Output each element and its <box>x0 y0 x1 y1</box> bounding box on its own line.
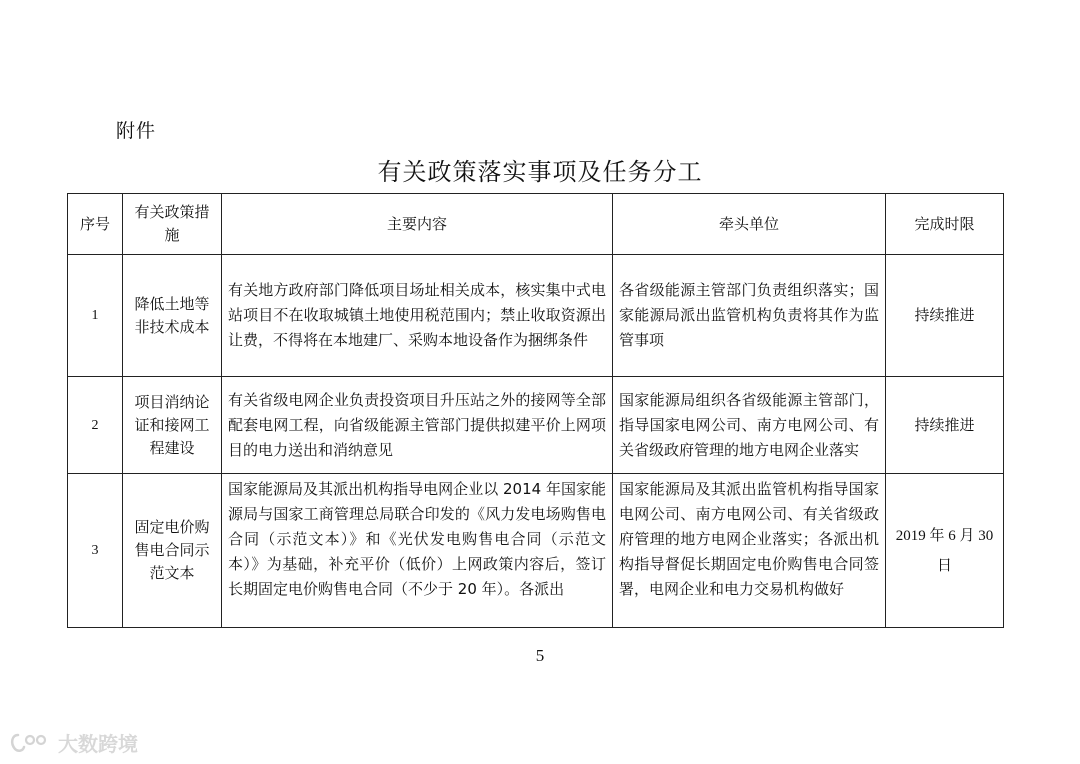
cell-deadline: 持续推进 <box>886 377 1004 474</box>
header-seq: 序号 <box>68 194 123 255</box>
header-lead-unit: 牵头单位 <box>613 194 886 255</box>
attachment-label: 附件 <box>116 120 157 142</box>
watermark <box>8 728 138 757</box>
cell-content: 有关省级电网企业负责投资项目升压站之外的接网等全部配套电网工程，向省级能源主管部门提供拟建平价上网项目的电力送出和消纳意见 <box>222 377 613 474</box>
page-title: 有关政策落实事项及任务分工 <box>377 158 703 186</box>
cell-seq: 1 <box>68 255 123 377</box>
table-row <box>68 255 1004 377</box>
table-header-row <box>68 194 1004 255</box>
cell-measure: 项目消纳论证和接网工程建设 <box>123 377 222 474</box>
header-measure: 有关政策措施 <box>123 194 222 255</box>
cell-lead-unit: 国家能源局及其派出监管机构指导国家电网公司、南方电网公司、有关省级政府管理的地方电网企业落实；各派出机构指导督促长期固定电价购售电合同签署，电网企业和电力交易机构做好 <box>613 474 886 628</box>
header-content: 主要内容 <box>222 194 613 255</box>
watermark-text: 大数跨境 <box>58 732 138 756</box>
cell-deadline: 2019 年 6 月 30 日 <box>886 474 1004 628</box>
cell-lead-unit: 各省级能源主管部门负责组织落实；国家能源局派出监管机构负责将其作为监管事项 <box>613 255 886 377</box>
header-deadline: 完成时限 <box>886 194 1004 255</box>
policy-task-table <box>67 193 1004 628</box>
cell-content: 国家能源局及其派出机构指导电网企业以 2014 年国家能源局与国家工商管理总局联合印发的《风力发电场购售电合同（示范文本）》和《光伏发电购售电合同（示范文本）》为基础，补充平价（低价）上网政策内容后，签订长期固定电价购售电合同（不少于 20 年）。各派出 <box>222 474 613 628</box>
cell-content: 有关地方政府部门降低项目场址相关成本，核实集中式电站项目不在收取城镇土地使用税范围内；禁止收取资源出让费，不得将在本地建厂、采购本地设备作为捆绑条件 <box>222 255 613 377</box>
cell-measure: 固定电价购售电合同示范文本 <box>123 474 222 628</box>
page-number: 5 <box>535 646 545 665</box>
table-row <box>68 474 1004 628</box>
watermark-logo-icon <box>8 731 52 755</box>
cell-deadline: 持续推进 <box>886 255 1004 377</box>
cell-lead-unit: 国家能源局组织各省级能源主管部门，指导国家电网公司、南方电网公司、有关省级政府管理的地方电网企业落实 <box>613 377 886 474</box>
cell-seq: 2 <box>68 377 123 474</box>
cell-seq: 3 <box>68 474 123 628</box>
cell-measure: 降低土地等非技术成本 <box>123 255 222 377</box>
table-row <box>68 377 1004 474</box>
